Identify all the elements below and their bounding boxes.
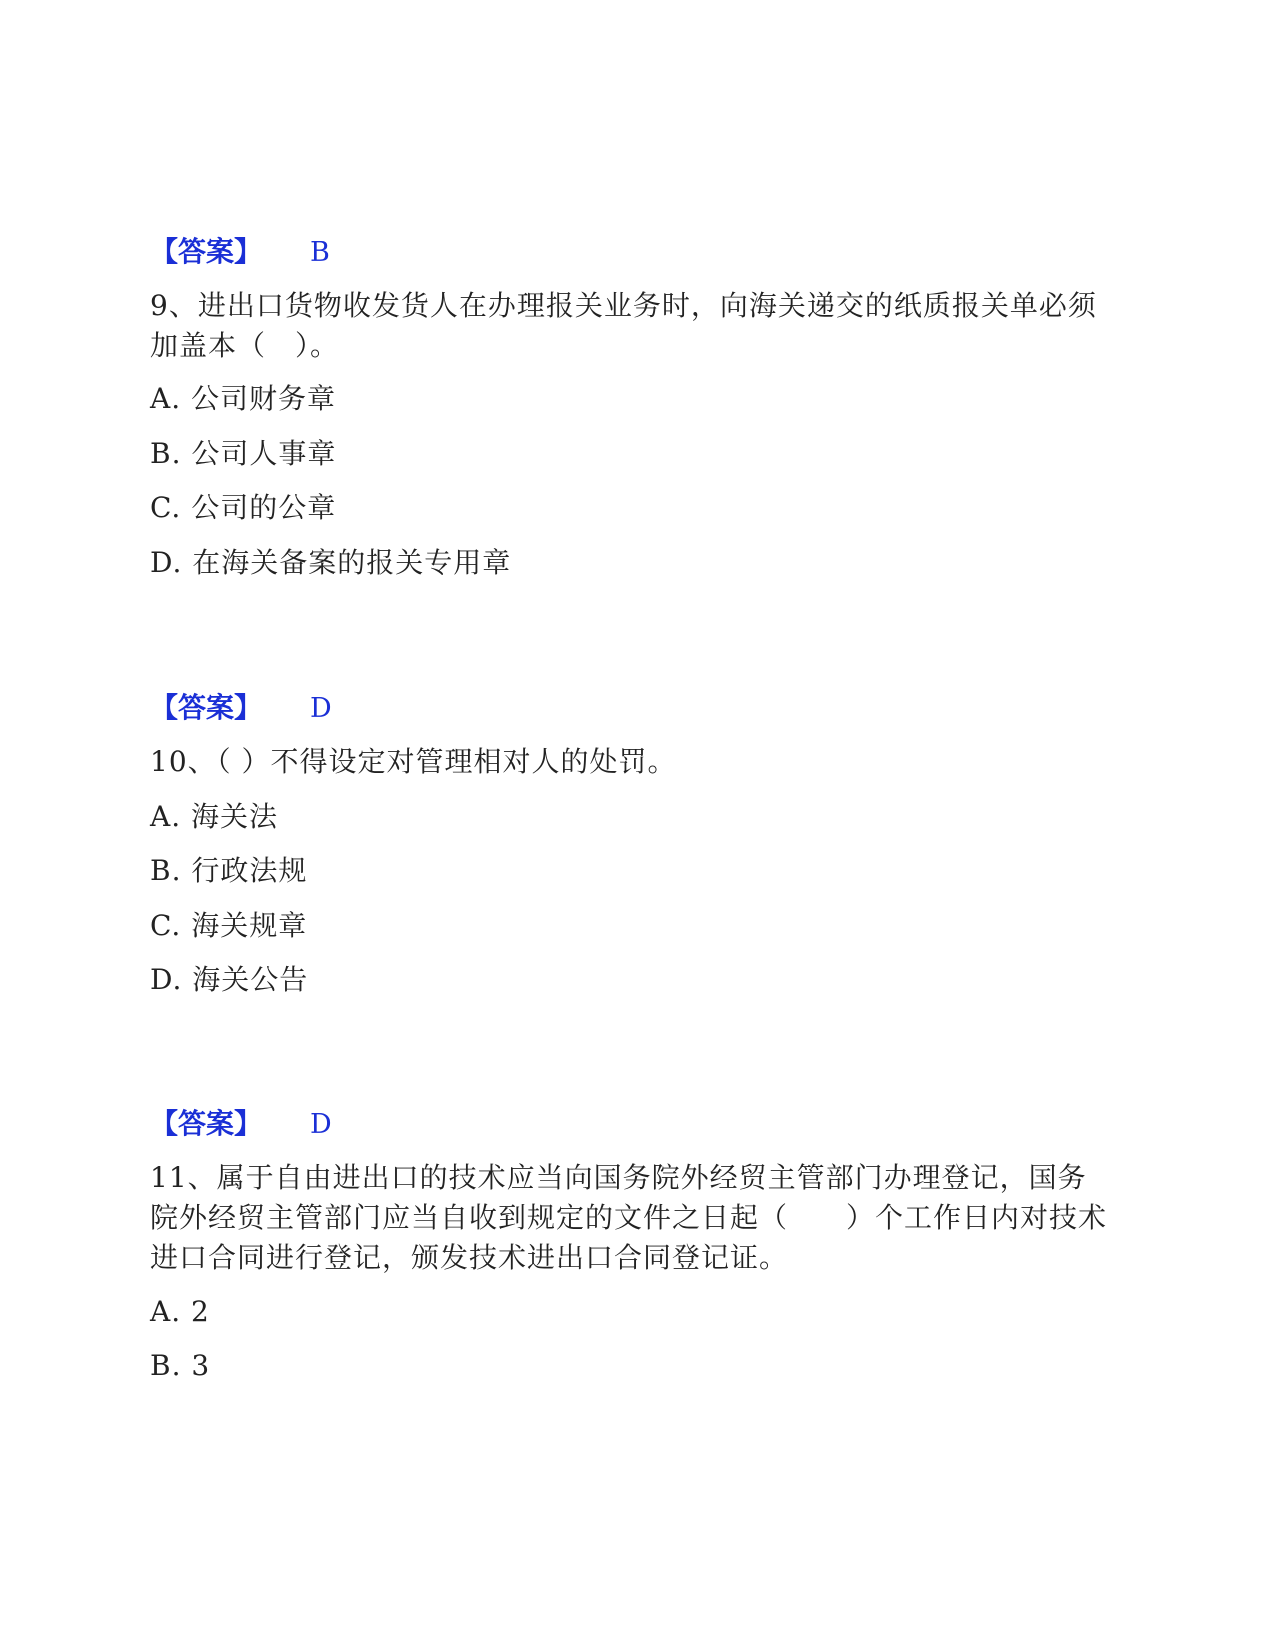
question-text: 10、（ ）不得设定对管理相对人的处罚。 (150, 745, 677, 778)
option-c: C. 海关规章 (150, 909, 308, 942)
answer-line (150, 1104, 332, 1145)
option-b: B. 行政法规 (150, 854, 308, 887)
answer-line (150, 232, 330, 273)
answer-label: 【答案】 (150, 691, 263, 724)
question-text: 9、进出口货物收发货人在办理报关业务时，向海关递交的纸质报关单必须加盖本（ ）。 (150, 289, 1097, 362)
question-text: 11、属于自由进出口的技术应当向国务院外经贸主管部门办理登记，国务院外经贸主管部门应当自收到规定的文件之日起（ ）个工作日内对技术进口合同进行登记，颁发技术进出口合同登记证。 (150, 1161, 1108, 1274)
option-d: D. 海关公告 (150, 963, 309, 996)
option-a: A. 公司财务章 (150, 382, 337, 415)
answer-value: B (310, 237, 330, 268)
option-a: A. 海关法 (150, 800, 279, 833)
option-a: A. 2 (150, 1295, 210, 1328)
answer-label: 【答案】 (150, 1107, 263, 1140)
answer-value: D (310, 693, 332, 724)
option-c: C. 公司的公章 (150, 491, 337, 524)
answer-label: 【答案】 (150, 235, 263, 268)
option-b: B. 公司人事章 (150, 437, 337, 470)
option-b: B. 3 (150, 1349, 211, 1382)
option-d: D. 在海关备案的报关专用章 (150, 546, 512, 579)
answer-line (150, 688, 332, 729)
answer-value: D (310, 1109, 332, 1140)
